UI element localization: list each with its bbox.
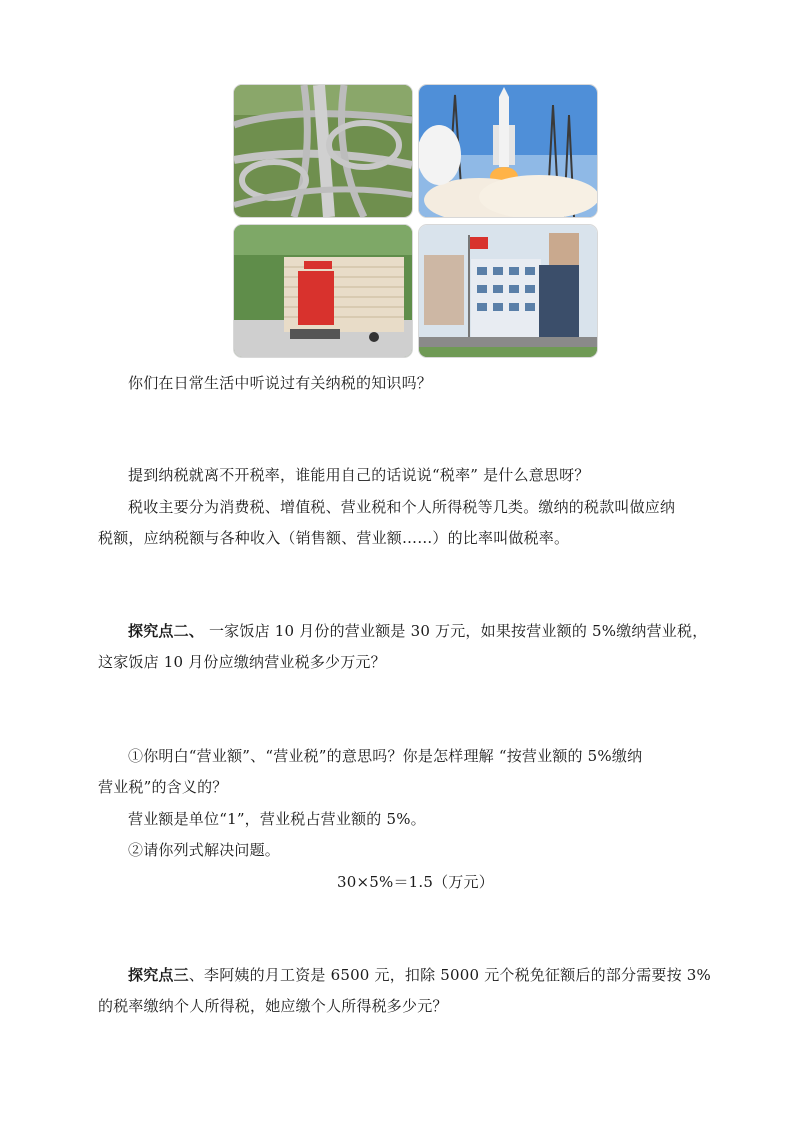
highway-interchange-photo <box>233 84 413 218</box>
mobile-container-house-photo <box>233 224 413 358</box>
section-3-line-2: 的税率缴纳个人所得税，她应缴个人所得税多少元？ <box>98 997 448 1015</box>
section-3-text: 、李阿姨的月工资是 6500 元，扣除 5000 元个税免征额后的部分需要按 3% <box>188 966 711 984</box>
tax-explanation-line-1: 税收主要分为消费税、增值税、营业税和个人所得税等几类。缴纳的税款叫做应纳 <box>128 498 676 516</box>
section-2-text: 一家饭店 10 月份的营业额是 30 万元，如果按营业额的 5%缴纳营业税， <box>204 622 708 640</box>
intro-question: 你们在日常生活中听说过有关纳税的知识吗？ <box>128 374 433 392</box>
question-1-line-2: 营业税”的含义的？ <box>98 778 228 796</box>
tax-explanation-line-2: 税额，应纳税额与各种收入（销售额、营业额……）的比率叫做税率。 <box>98 529 570 547</box>
question-2: ②请你列式解决问题。 <box>128 841 281 859</box>
section-3-label: 探究点三 <box>128 966 189 984</box>
rocket-launch-photo <box>418 84 598 218</box>
tax-rate-question: 提到纳税就离不开税率，谁能用自己的话说说“税率” 是什么意思呀？ <box>128 466 590 484</box>
section-2-label: 探究点二、 <box>128 622 205 640</box>
section-2-line-2: 这家饭店 10 月份应缴纳营业税多少万元？ <box>98 653 386 671</box>
answer-1: 营业额是单位“1”，营业税占营业额的 5%。 <box>128 810 426 828</box>
photo-grid <box>233 84 597 356</box>
section-3-line-1 <box>128 964 711 986</box>
section-2-line-1 <box>128 620 707 642</box>
school-building-photo <box>418 224 598 358</box>
formula: 30×5%＝1.5（万元） <box>337 873 494 891</box>
question-1-line-1: ①你明白“营业额”、“营业税”的意思吗？你是怎样理解 “按营业额的 5%缴纳 <box>128 747 643 765</box>
